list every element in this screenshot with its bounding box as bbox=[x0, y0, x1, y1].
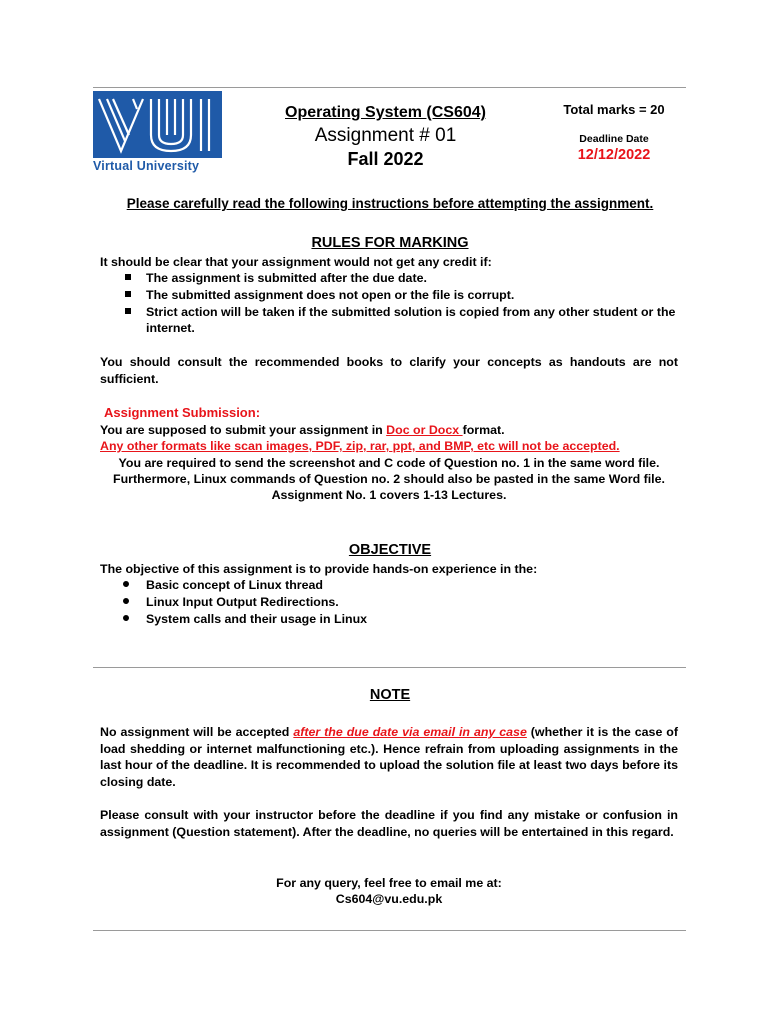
note-heading: NOTE bbox=[369, 687, 411, 703]
vu-logo-mark bbox=[93, 91, 222, 158]
doc-format-text: Doc or Docx bbox=[386, 423, 463, 437]
vu-monogram-icon bbox=[93, 91, 222, 158]
consult-books-text: You should consult the recommended books to clarify your concepts as handouts are not sufficient. bbox=[100, 355, 678, 386]
bullet-dot-icon bbox=[123, 598, 129, 604]
submission-format-post: format. bbox=[462, 423, 505, 437]
objective-item: Linux Input Output Redirections. bbox=[146, 595, 339, 609]
objective-intro: The objective of this assignment is to provide hands-on experience in the: bbox=[100, 562, 538, 576]
rule-item-continued: internet. bbox=[146, 321, 195, 335]
objective-item: System calls and their usage in Linux bbox=[146, 612, 368, 626]
submission-format-line bbox=[100, 422, 505, 439]
submission-format-pre: You are supposed to submit your assignment in bbox=[100, 423, 387, 437]
deadline-date: 12/12/2022 bbox=[577, 147, 651, 163]
rule-item: Strict action will be taken if the submitted solution is copied from any other student or the bbox=[146, 305, 676, 319]
submission-screenshot-line: You are required to send the screenshot and C code of Question no. 1 in the same word file. bbox=[118, 456, 660, 470]
bullet-square-icon bbox=[125, 291, 131, 297]
rule-item: The assignment is submitted after the due date. bbox=[146, 271, 427, 285]
total-marks: Total marks = 20 bbox=[563, 102, 665, 117]
note-paragraph-1 bbox=[100, 724, 678, 790]
bullet-dot-icon bbox=[123, 615, 129, 621]
lecture-coverage: Assignment No. 1 covers 1-13 Lectures. bbox=[271, 488, 507, 502]
section-rule bbox=[93, 667, 686, 668]
rules-heading: RULES FOR MARKING bbox=[311, 235, 469, 251]
note-p1-pre: No assignment will be accepted bbox=[100, 725, 294, 739]
rejected-formats-warning: Any other formats like scan images, PDF, zip, rar, ppt, and BMP, etc will not be accepted. bbox=[100, 439, 620, 453]
rules-intro: It should be clear that your assignment would not get any credit if: bbox=[100, 255, 492, 269]
bullet-square-icon bbox=[125, 308, 131, 314]
rule-item: The submitted assignment does not open or the file is corrupt. bbox=[146, 288, 515, 302]
objective-item: Basic concept of Linux thread bbox=[146, 578, 323, 592]
note-emphasis: after the due date via email in any case bbox=[293, 725, 527, 739]
bullet-square-icon bbox=[125, 274, 131, 280]
top-rule bbox=[93, 87, 686, 88]
logo-text: Virtual University bbox=[93, 159, 200, 173]
bottom-rule bbox=[93, 930, 686, 931]
course-title: Operating System (CS604) bbox=[285, 104, 486, 121]
note-p1-post: (whether it is the case of load shedding or internet malfunctioning etc.). Hence refrain from uploading assignments in the last hour of the deadline. It is recommended to upload the solution file at least two days before its closing date. bbox=[100, 725, 679, 789]
contact-email[interactable]: Cs604@vu.edu.pk bbox=[335, 892, 443, 906]
vu-logo bbox=[93, 91, 222, 176]
submission-heading: Assignment Submission: bbox=[104, 405, 261, 420]
objective-heading: OBJECTIVE bbox=[348, 542, 432, 558]
submission-linux-line: Furthermore, Linux commands of Question no. 2 should also be pasted in the same Word file. bbox=[113, 472, 665, 486]
instructions-heading: Please carefully read the following instructions before attempting the assignment. bbox=[126, 196, 654, 211]
note-paragraph-2: Please consult with your instructor before the deadline if you find any mistake or confusion in assignment (Question statement). After the deadline, no queries will be entertained in this regard. bbox=[100, 808, 678, 839]
term: Fall 2022 bbox=[347, 149, 424, 169]
bullet-dot-icon bbox=[123, 581, 129, 587]
deadline-label: Deadline Date bbox=[579, 133, 649, 145]
assignment-number: Assignment # 01 bbox=[314, 125, 457, 146]
contact-line: For any query, feel free to email me at: bbox=[276, 876, 502, 890]
